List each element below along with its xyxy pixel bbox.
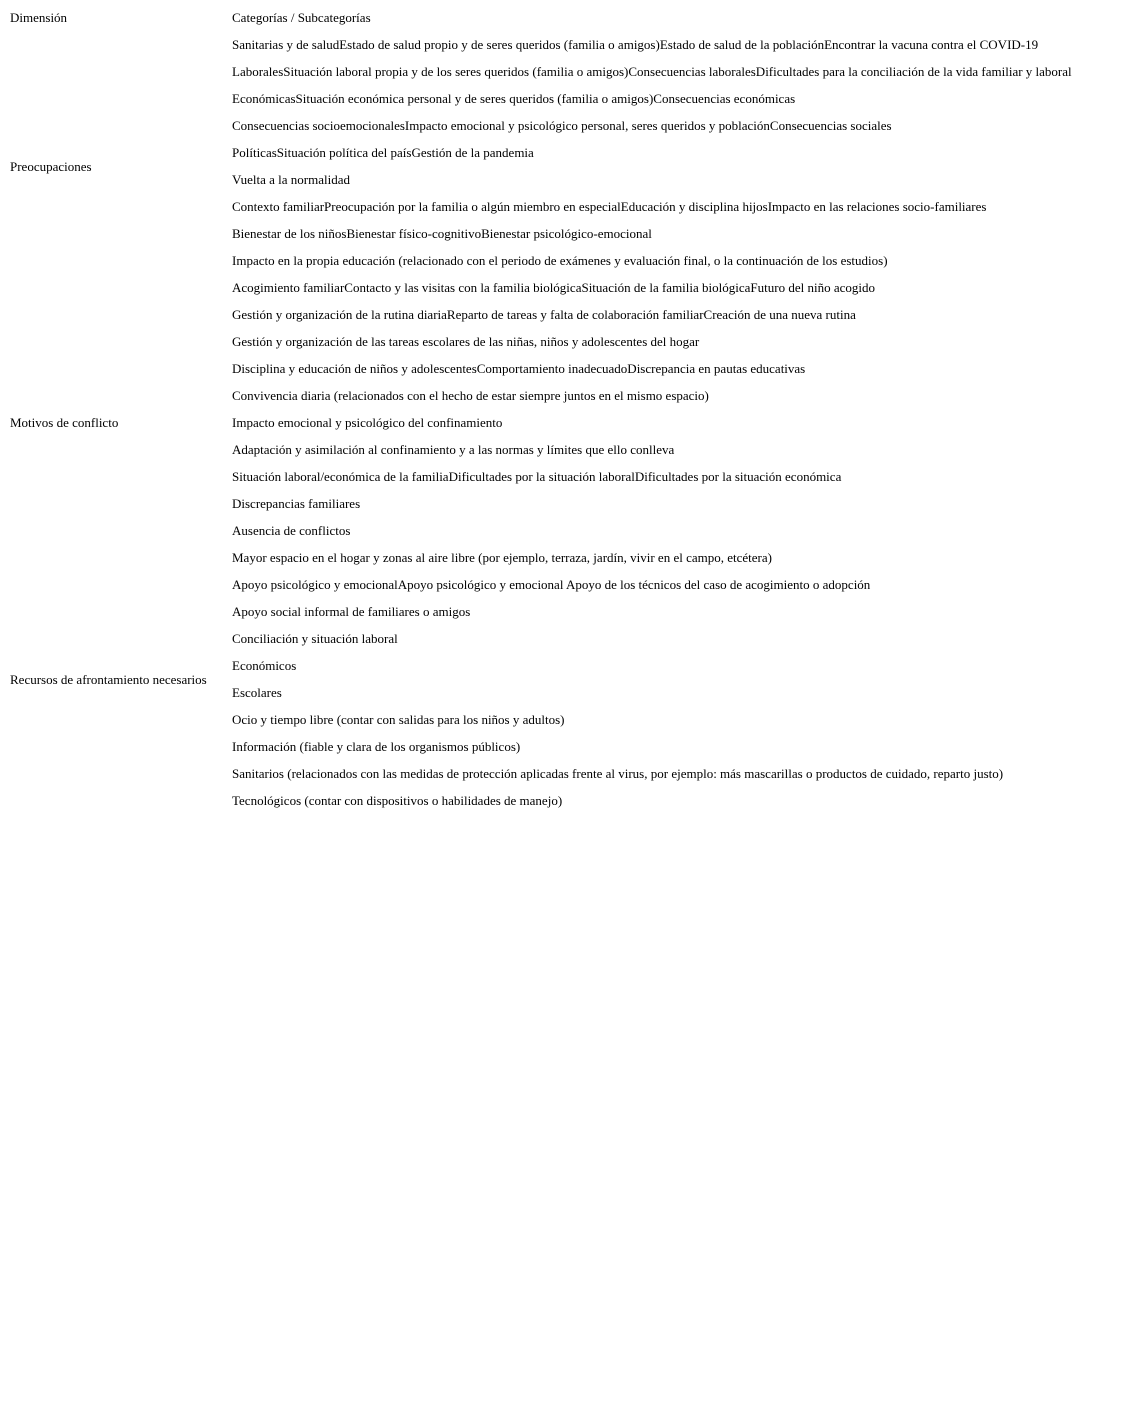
category-cell: Sanitarias y de saludEstado de salud propio y de seres queridos (familia o amigos)Estado de salud de la poblaciónEncontrar la vacuna contra el COVID-19	[232, 37, 1039, 52]
table-body	[10, 4, 1072, 814]
table-header-row	[10, 4, 1072, 31]
category-cell: Adaptación y asimilación al confinamiento y a las normas y límites que ello conlleva	[232, 442, 675, 457]
table-row	[10, 301, 1072, 328]
dimension-cell: Preocupaciones	[10, 158, 92, 174]
category-cell: LaboralesSituación laboral propia y de los seres queridos (familia o amigos)Consecuencias laboralesDificultades para la conciliación de la vida familiar y laboral	[232, 64, 1072, 79]
category-cell: Mayor espacio en el hogar y zonas al aire libre (por ejemplo, terraza, jardín, vivir en el campo, etcétera)	[232, 550, 772, 565]
category-cell: Contexto familiarPreocupación por la familia o algún miembro en especialEducación y disciplina hijosImpacto en las relaciones socio-familiares	[232, 199, 987, 214]
table-row	[10, 31, 1072, 58]
category-cell: Situación laboral/económica de la familiaDificultades por la situación laboralDificultades por la situación económica	[232, 469, 842, 484]
table-row	[10, 544, 1072, 571]
category-cell: PolíticasSituación política del paísGestión de la pandemia	[232, 145, 534, 160]
category-cell: Tecnológicos (contar con dispositivos o habilidades de manejo)	[232, 793, 563, 808]
category-cell: Gestión y organización de las tareas escolares de las niñas, niños y adolescentes del hogar	[232, 334, 700, 349]
category-cell: Información (fiable y clara de los organismos públicos)	[232, 739, 521, 754]
category-cell: Escolares	[232, 685, 282, 700]
category-cell: Impacto emocional y psicológico del confinamiento	[232, 415, 503, 430]
category-cell: Ocio y tiempo libre (contar con salidas para los niños y adultos)	[232, 712, 565, 727]
category-cell: Gestión y organización de la rutina diariaReparto de tareas y falta de colaboración familiarCreación de una nueva rutina	[232, 307, 856, 322]
category-cell: Acogimiento familiarContacto y las visitas con la familia biológicaSituación de la familia biológicaFuturo del niño acogido	[232, 280, 875, 295]
category-cell: Convivencia diaria (relacionados con el hecho de estar siempre juntos en el mismo espacio)	[232, 388, 709, 403]
category-cell: Disciplina y educación de niños y adolescentesComportamiento inadecuadoDiscrepancia en pautas educativas	[232, 361, 806, 376]
category-cell: Económicos	[232, 658, 297, 673]
column-header-dimension: Dimensión	[10, 10, 68, 25]
dimension-cell: Recursos de afrontamiento necesarios	[10, 671, 207, 687]
category-cell: Consecuencias socioemocionalesImpacto emocional y psicológico personal, seres queridos y poblaciónConsecuencias sociales	[232, 118, 892, 133]
category-cell: Apoyo social informal de familiares o amigos	[232, 604, 471, 619]
category-cell: Impacto en la propia educación (relacionado con el periodo de exámenes y evaluación final, o la continuación de los estudios)	[232, 253, 888, 268]
dimensions-categories-table	[10, 4, 1072, 814]
category-cell: Sanitarios (relacionados con las medidas de protección aplicadas frente al virus, por ejemplo: más mascarillas o productos de cuidado, reparto justo)	[232, 766, 1004, 781]
category-cell: Discrepancias familiares	[232, 496, 361, 511]
category-cell: EconómicasSituación económica personal y de seres queridos (familia o amigos)Consecuencias económicas	[232, 91, 796, 106]
column-header-categories: Categorías / Subcategorías	[232, 10, 371, 25]
dimension-cell: Motivos de conflicto	[10, 415, 119, 430]
category-cell: Vuelta a la normalidad	[232, 172, 350, 187]
category-cell: Conciliación y situación laboral	[232, 631, 398, 646]
category-cell: Bienestar de los niñosBienestar físico-cognitivoBienestar psicológico-emocional	[232, 226, 652, 241]
category-cell: Ausencia de conflictos	[232, 523, 351, 538]
category-cell: Apoyo psicológico y emocionalApoyo psicológico y emocional Apoyo de los técnicos del caso de acogimiento o adopción	[232, 577, 871, 592]
